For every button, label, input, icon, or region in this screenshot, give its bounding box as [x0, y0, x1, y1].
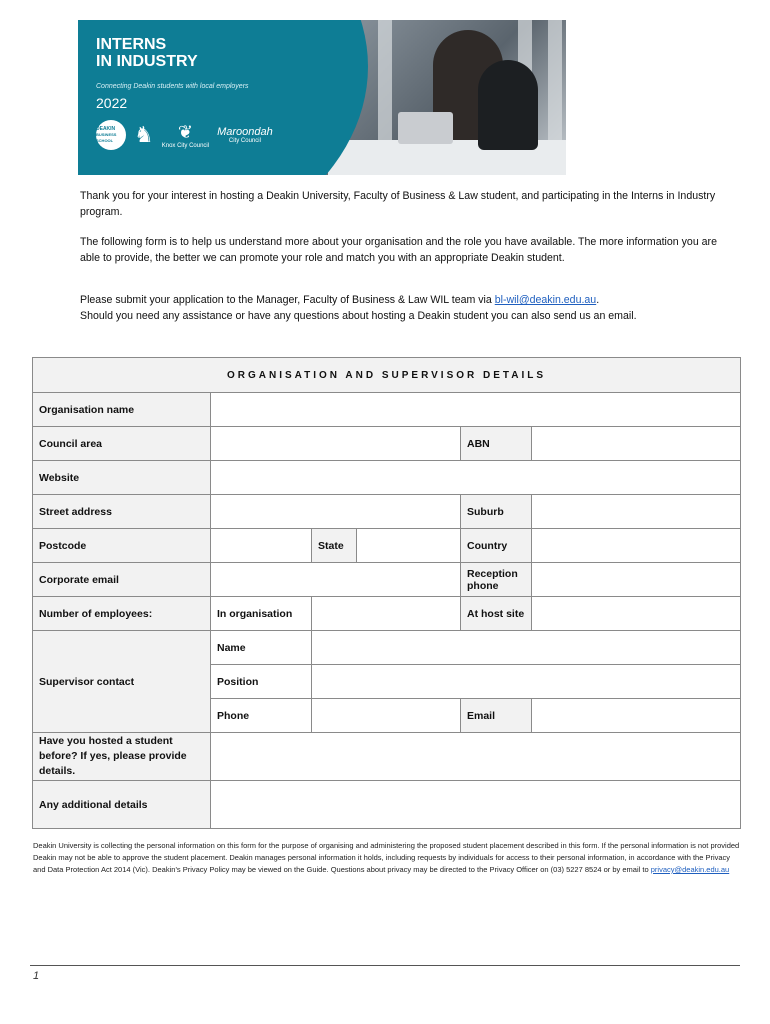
- hosted-before-label: Have you hosted a student before? If yes, please provide details.: [33, 733, 211, 781]
- page-number: 1: [33, 970, 40, 982]
- additional-details-label: Any additional details: [33, 781, 211, 829]
- in-organisation-field[interactable]: [312, 597, 461, 631]
- reception-phone-field[interactable]: [532, 563, 741, 597]
- supervisor-position-field[interactable]: [312, 665, 741, 699]
- knox-logo: ❦ Knox City Council: [161, 122, 210, 149]
- supervisor-name-field[interactable]: [312, 631, 741, 665]
- intro-paragraph-1: Thank you for your interest in hosting a Deakin University, Faculty of Business & Law student, and participating in the Interns in Industry program.: [80, 190, 716, 218]
- in-organisation-label: In organisation: [211, 597, 312, 631]
- intro-paragraph-2: The following form is to help us understand more about your organisation and the role you have available. The more information you are able to provide, the better we can promote your role and match you with an appropriate Deakin student.: [80, 236, 717, 264]
- at-host-site-field[interactable]: [532, 597, 741, 631]
- hosted-before-field[interactable]: [211, 733, 741, 781]
- council-area-field[interactable]: [211, 427, 461, 461]
- abn-label: ABN: [461, 427, 532, 461]
- knight-logo: ♞: [134, 122, 154, 147]
- banner-subtitle: Connecting Deakin students with local employers: [96, 83, 249, 90]
- additional-details-field[interactable]: [211, 781, 741, 829]
- banner-title: INTERNS IN INDUSTRY: [96, 36, 198, 70]
- street-address-field[interactable]: [211, 495, 461, 529]
- organisation-details-form: [32, 357, 741, 829]
- country-field[interactable]: [532, 529, 741, 563]
- partner-logos: [96, 120, 273, 150]
- street-address-label: Street address: [33, 495, 211, 529]
- deakin-logo: DEAKIN BUSINESS SCHOOL: [96, 120, 126, 150]
- state-label: State: [312, 529, 357, 563]
- council-area-label: Council area: [33, 427, 211, 461]
- privacy-notice: Deakin University is collecting the personal information on this form for the purpose of organising and administering the proposed student placement described in this form. If the personal information is not provided Deakin may not be able to approve the student placement. Deakin manages personal information it holds, including requests by individuals for access to their personal information, in accordance with the Privacy and Data Protection Act 2014 (Vic). Deakin's Privacy Policy may be viewed on the Guide. Questions about privacy may be directed to the Privacy Officer on (03) 5227 8524 or by email to privacy@deakin.edu.au: [33, 841, 740, 874]
- laptop-image: [398, 112, 453, 144]
- at-host-site-label: At host site: [461, 597, 532, 631]
- website-label: Website: [33, 461, 211, 495]
- country-label: Country: [461, 529, 532, 563]
- footer-divider: [30, 965, 740, 966]
- number-of-employees-label: Number of employees:: [33, 597, 211, 631]
- organisation-name-label: Organisation name: [33, 393, 211, 427]
- supervisor-phone-field[interactable]: [312, 699, 461, 733]
- organisation-name-field[interactable]: [211, 393, 741, 427]
- reception-phone-label: Reception phone: [461, 563, 532, 597]
- supervisor-email-field[interactable]: [532, 699, 741, 733]
- privacy-email-link[interactable]: privacy@deakin.edu.au: [650, 865, 730, 874]
- suburb-label: Suburb: [461, 495, 532, 529]
- supervisor-name-label: Name: [211, 631, 312, 665]
- supervisor-email-label: Email: [461, 699, 532, 733]
- corporate-email-label: Corporate email: [33, 563, 211, 597]
- corporate-email-field[interactable]: [211, 563, 461, 597]
- wil-email-link[interactable]: bl-wil@deakin.edu.au: [494, 294, 597, 306]
- suburb-field[interactable]: [532, 495, 741, 529]
- postcode-field[interactable]: [211, 529, 312, 563]
- form-header: ORGANISATION AND SUPERVISOR DETAILS: [33, 358, 741, 393]
- supervisor-phone-label: Phone: [211, 699, 312, 733]
- banner-year: 2022: [96, 95, 128, 111]
- intro-paragraph-3: Please submit your application to the Manager, Faculty of Business & Law WIL team via bl-wil@deakin.edu.au. Should you need any assistance or have any questions about hosting a Deakin student you can also send us an email.: [80, 294, 637, 322]
- supervisor-contact-label: Supervisor contact: [33, 631, 211, 733]
- supervisor-position-label: Position: [211, 665, 312, 699]
- maroondah-logo: Maroondah City Council: [217, 126, 273, 144]
- program-banner: [78, 20, 566, 175]
- postcode-label: Postcode: [33, 529, 211, 563]
- website-field[interactable]: [211, 461, 741, 495]
- state-field[interactable]: [357, 529, 461, 563]
- abn-field[interactable]: [532, 427, 741, 461]
